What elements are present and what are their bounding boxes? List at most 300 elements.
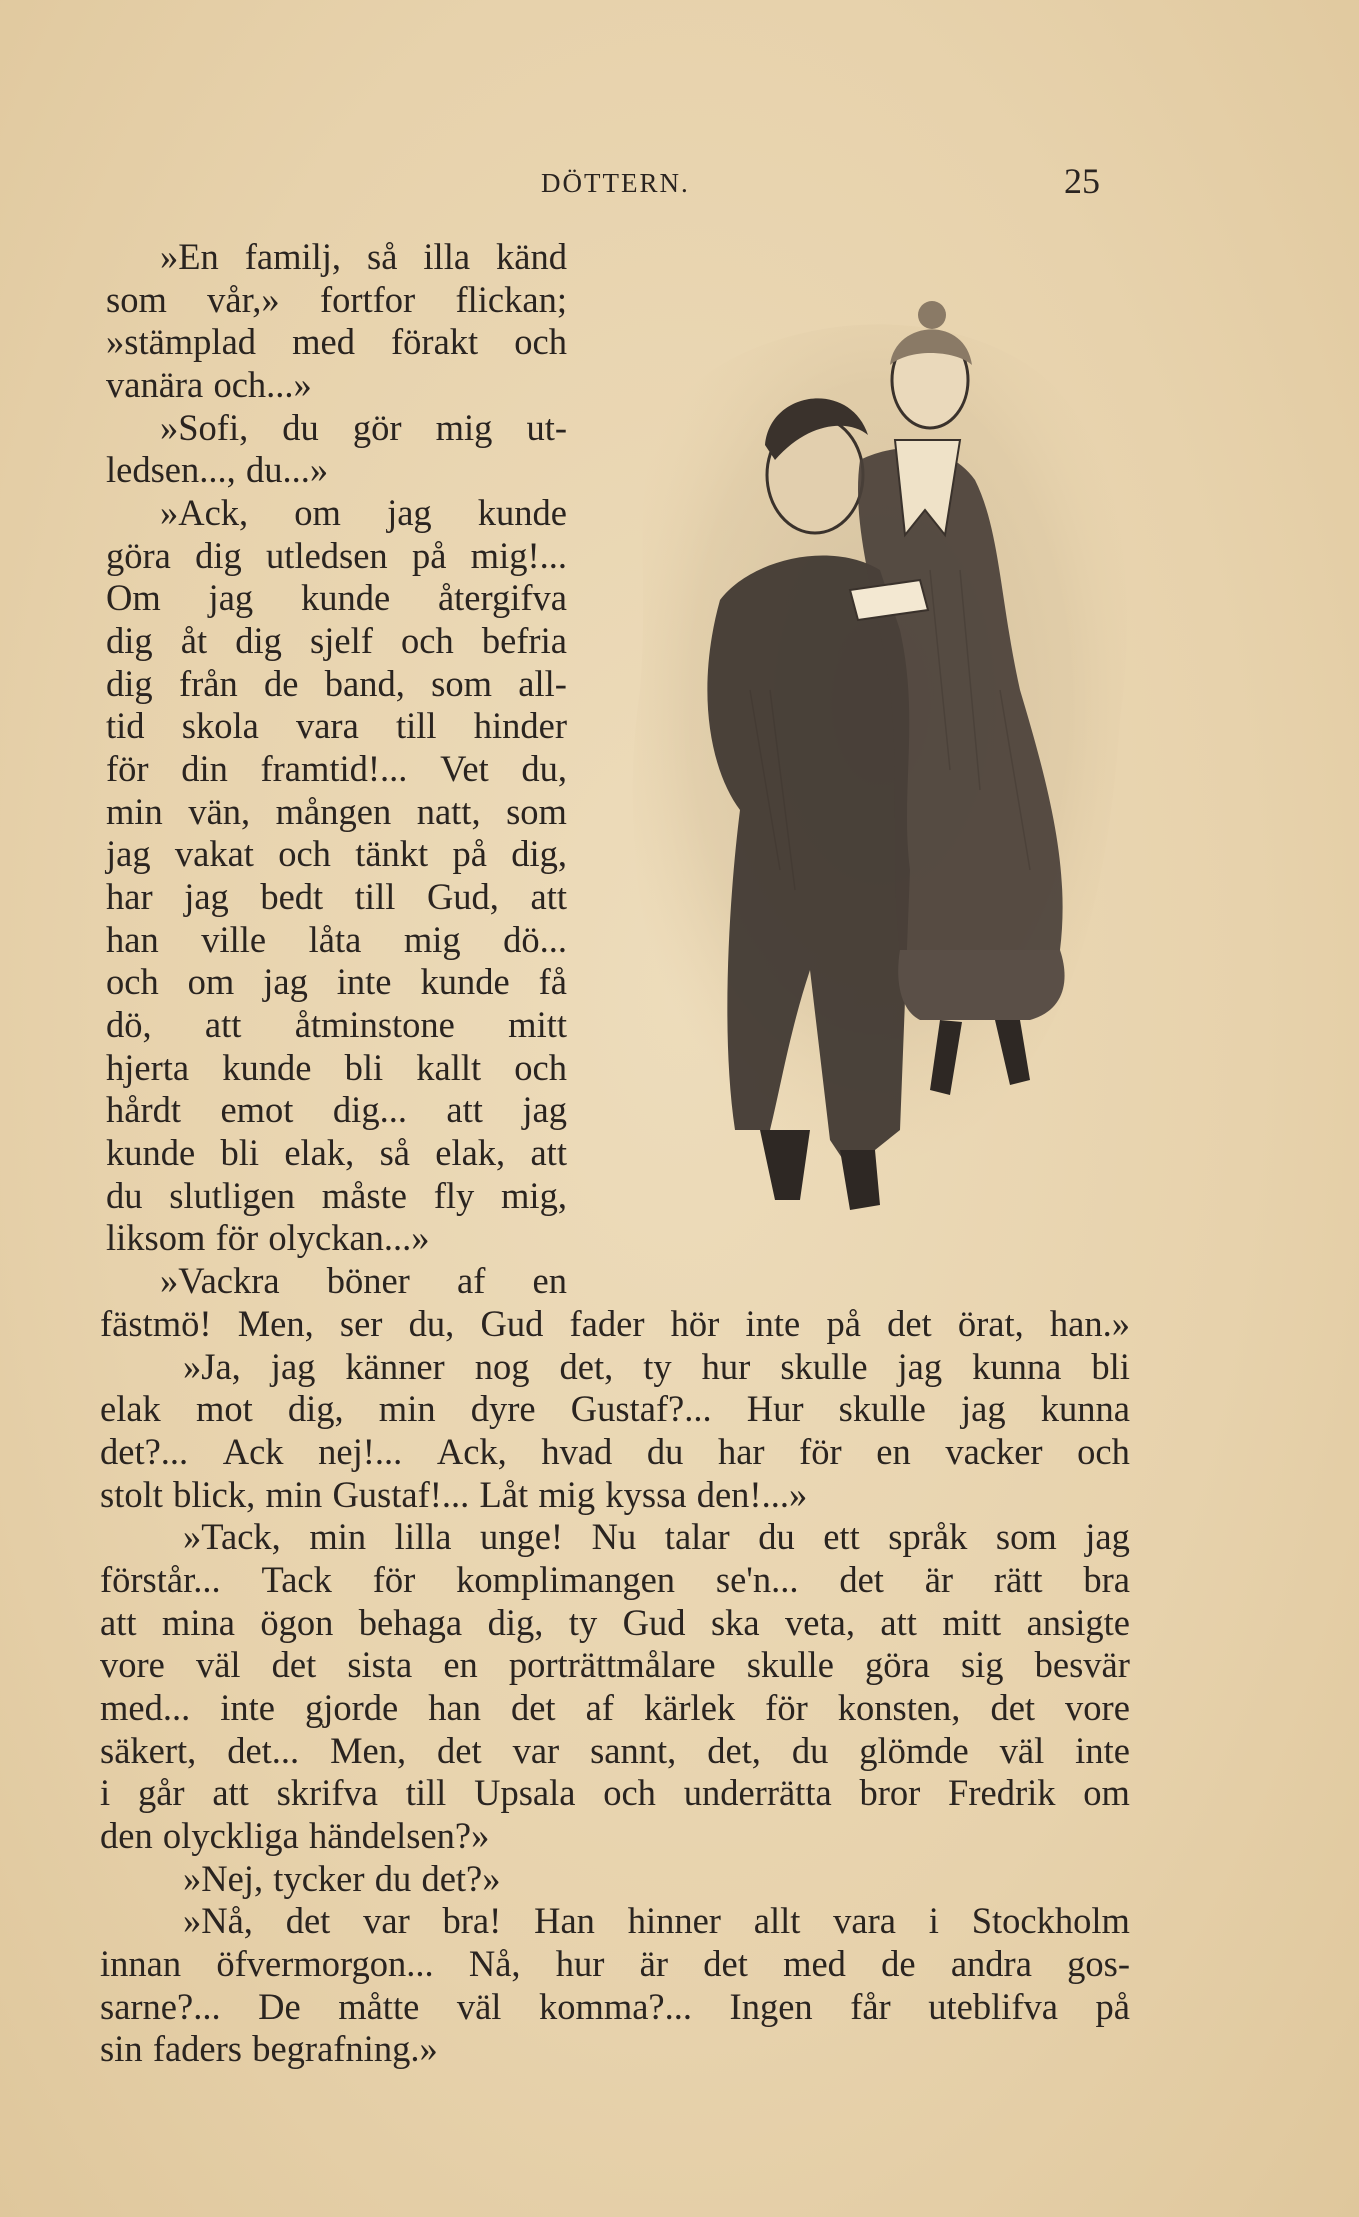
word: vara (833, 1900, 896, 1941)
word: väl (195, 1644, 241, 1685)
word: »Nå, (183, 1900, 253, 1941)
word: kunde (477, 492, 567, 533)
word: bli (220, 1132, 260, 1173)
word: Hur (746, 1388, 804, 1429)
word: väl (456, 1986, 502, 2027)
word: dig, (487, 1602, 544, 1643)
word: familj, (244, 236, 342, 277)
word: »Vackra (160, 1260, 280, 1301)
word: är (924, 1559, 954, 1600)
text-line (100, 1815, 1130, 1857)
word: återgifva (437, 577, 567, 618)
word: en (876, 1431, 911, 1472)
word: min (265, 1474, 323, 1515)
word: väl (999, 1730, 1045, 1771)
word: låta (308, 919, 362, 960)
word: Ingen (729, 1986, 813, 2027)
word: Om (106, 577, 161, 618)
text-line (183, 1900, 1130, 1942)
word: kunde (420, 961, 510, 1002)
word: det (285, 1900, 331, 1941)
word: faders (152, 2028, 242, 2069)
word: ögon (260, 1602, 334, 1643)
word: om (187, 961, 235, 1002)
word: det?» (421, 1858, 501, 1899)
word: vara (295, 705, 359, 746)
word: dig (235, 620, 282, 661)
word: till (354, 876, 396, 917)
word: går (137, 1772, 185, 1813)
word: att (880, 1602, 917, 1643)
word: fader (569, 1303, 645, 1344)
word: fortfor (319, 279, 416, 320)
word: dig, (287, 1388, 344, 1429)
word: porträttmålare (508, 1644, 716, 1685)
text-line (106, 620, 567, 662)
text-line (160, 407, 567, 449)
text-line (106, 364, 567, 406)
word: ett (823, 1516, 860, 1557)
word: säkert, (100, 1730, 197, 1771)
word: göra (106, 535, 171, 576)
word: är (639, 1943, 669, 1984)
word: på (411, 535, 447, 576)
word: gjorde (304, 1687, 399, 1728)
word: Fredrik (948, 1772, 1056, 1813)
word: mitt (508, 1004, 567, 1045)
word: hinder (473, 705, 567, 746)
text-line (106, 1217, 567, 1259)
word: jag (897, 1346, 943, 1387)
word: du (646, 1431, 684, 1472)
word: liksom (106, 1217, 206, 1258)
word: skulle (746, 1644, 834, 1685)
word: glömde (859, 1730, 969, 1771)
word: språk (888, 1516, 968, 1557)
word: min (309, 1516, 367, 1557)
word: illa (423, 236, 471, 277)
word: att (530, 1132, 567, 1173)
word: dig, (511, 833, 567, 874)
word: det (990, 1687, 1036, 1728)
text-line (100, 1943, 1130, 1985)
word: hårdt (106, 1089, 181, 1130)
word: sin (100, 2028, 143, 2069)
word: det (437, 1730, 482, 1771)
word: kunde (222, 1047, 312, 1088)
word: och (514, 321, 567, 362)
word: det, (559, 1346, 614, 1387)
word: skrifva (276, 1772, 378, 1813)
word: Låt (479, 1474, 529, 1515)
word: till (395, 705, 437, 746)
word: kunde (300, 577, 391, 618)
word: elak, (284, 1132, 355, 1173)
word: med (292, 321, 355, 362)
word: kunde (106, 1132, 196, 1173)
text-line (106, 748, 567, 790)
word: jag (1085, 1516, 1130, 1557)
word: talar (664, 1516, 730, 1557)
word: du...» (245, 449, 329, 490)
word: flickan; (455, 279, 567, 320)
word: skulle (780, 1346, 868, 1387)
word: och (603, 1772, 656, 1813)
word: hör (670, 1303, 720, 1344)
word: örat, (957, 1303, 1024, 1344)
text-line (106, 919, 567, 961)
word: skulle (838, 1388, 926, 1429)
word: för (106, 748, 149, 789)
word: ty (643, 1346, 672, 1387)
word: besvär (1034, 1644, 1130, 1685)
word: emot (220, 1089, 294, 1130)
word: få (538, 961, 567, 1002)
word: sarne?... (100, 1986, 221, 2027)
text-line (106, 833, 567, 875)
word: inte (1075, 1730, 1130, 1771)
word: bli (1091, 1346, 1130, 1387)
word: Gustaf!... (332, 1474, 470, 1515)
word: min (106, 791, 163, 832)
word: var (512, 1730, 560, 1771)
word: vore (100, 1644, 165, 1685)
word: det (510, 1687, 556, 1728)
word: Upsala (474, 1772, 576, 1813)
word: dig (106, 663, 153, 704)
text-line (100, 1388, 1130, 1430)
text-line (106, 1089, 567, 1131)
word: att (212, 1772, 249, 1813)
word: böner (326, 1260, 410, 1301)
word: vanära (106, 364, 204, 405)
word: du (374, 1858, 412, 1899)
word: ty (568, 1602, 598, 1643)
word: som (431, 663, 492, 704)
word: hur (701, 1346, 751, 1387)
word: hur (555, 1943, 605, 1984)
word: se'n... (715, 1559, 799, 1600)
word: ut- (526, 407, 567, 448)
word: gör (352, 407, 402, 448)
word: du (282, 407, 319, 448)
text-line (100, 1602, 1130, 1644)
word: det (271, 1644, 317, 1685)
word: för (765, 1687, 808, 1728)
word: han (428, 1687, 481, 1728)
text-line (160, 236, 567, 278)
word: känner (345, 1346, 445, 1387)
word: Stockholm (971, 1900, 1130, 1941)
text-line (106, 791, 567, 833)
word: Gud, (426, 876, 499, 917)
text-line (183, 1516, 1130, 1558)
word: måtte (338, 1986, 420, 2027)
word: gos- (1067, 1943, 1130, 1984)
word: hjerta (106, 1047, 190, 1088)
word: som (995, 1516, 1057, 1557)
word: kärlek (643, 1687, 736, 1728)
word: unge! (479, 1516, 564, 1557)
text-line (106, 1175, 567, 1217)
word: de (881, 1943, 916, 1984)
word: utledsen (266, 535, 388, 576)
word: om (294, 492, 341, 533)
word: Nå, (468, 1943, 521, 1984)
word: veta, (785, 1602, 855, 1643)
word: begrafning.» (252, 2028, 438, 2069)
word: det... (227, 1730, 300, 1771)
word: sjelf (310, 620, 373, 661)
word: ser (339, 1303, 383, 1344)
text-line (106, 663, 567, 705)
word: Gustaf?... (570, 1388, 712, 1429)
word: att (446, 1089, 483, 1130)
word: tid (106, 705, 145, 746)
word: »Ja, (183, 1346, 241, 1387)
word: Ack, (436, 1431, 507, 1472)
word: du (758, 1516, 795, 1557)
word: hvad (541, 1431, 613, 1472)
word: du (106, 1175, 143, 1216)
word: nej!... (318, 1431, 403, 1472)
word: och (278, 833, 331, 874)
word: olyckliga (162, 1815, 299, 1856)
word: rätt (993, 1559, 1043, 1600)
word: stolt (100, 1474, 163, 1515)
word: jag (184, 876, 229, 917)
text-line (106, 961, 567, 1003)
word: för (372, 1559, 416, 1600)
word: »Nej, (183, 1858, 264, 1899)
word: känd (496, 236, 567, 277)
text-line (106, 1132, 567, 1174)
word: och (106, 961, 159, 1002)
word: förstår... (100, 1559, 221, 1600)
word: Gud (480, 1303, 544, 1344)
word: fästmö! (100, 1303, 212, 1344)
word: att (530, 876, 567, 917)
word: den (100, 1815, 153, 1856)
illustration-couple (600, 270, 1160, 1230)
word: han (106, 919, 159, 960)
word: dig (106, 620, 153, 661)
word: har (717, 1431, 765, 1472)
word: komplimangen (456, 1559, 676, 1600)
word: som (506, 791, 567, 832)
word: jag (270, 1346, 316, 1387)
word: dyre (470, 1388, 536, 1429)
text-line (106, 535, 567, 577)
text-line (100, 2028, 1130, 2070)
word: bror (859, 1772, 921, 1813)
text-line (100, 1644, 1130, 1686)
word: »En (160, 236, 219, 277)
word: skola (181, 705, 259, 746)
word: elak, (435, 1132, 506, 1173)
word: Vet (440, 748, 489, 789)
word: öfvermorgon... (216, 1943, 434, 1984)
word: allt (753, 1900, 801, 1941)
word: kyssa (605, 1474, 687, 1515)
text-line (160, 1260, 567, 1302)
word: bra! (442, 1900, 502, 1941)
word: Nu (591, 1516, 637, 1557)
word: jag (522, 1089, 567, 1130)
word: får (850, 1986, 891, 2027)
text-line (100, 1730, 1130, 1772)
word: »stämplad (106, 321, 257, 362)
word: inte (220, 1687, 275, 1728)
word: har (106, 876, 153, 917)
word: vakat (174, 833, 254, 874)
word: förakt (391, 321, 479, 362)
word: jag (387, 492, 432, 533)
word: Han (534, 1900, 595, 1941)
word: mot (195, 1388, 253, 1429)
text-line (100, 1303, 1130, 1345)
word: en (443, 1644, 478, 1685)
word: mitt (942, 1602, 1002, 1643)
word: sig (960, 1644, 1004, 1685)
text-line (183, 1346, 1130, 1388)
word: i (928, 1900, 939, 1941)
running-head: DÖTTERN. (541, 168, 690, 198)
text-line (106, 705, 567, 747)
word: slutligen (169, 1175, 295, 1216)
page-number: 25 (1064, 161, 1100, 201)
word: för (799, 1431, 842, 1472)
word: kallt (416, 1047, 482, 1088)
word: jag (208, 577, 254, 618)
text-line (106, 577, 567, 619)
word: Ack (222, 1431, 284, 1472)
word: han.» (1049, 1303, 1130, 1344)
word: inte (745, 1303, 801, 1344)
word: mig, (501, 1175, 567, 1216)
word: måste (321, 1175, 407, 1216)
word: göra (864, 1644, 930, 1685)
word: ansigte (1026, 1602, 1130, 1643)
word: fly (433, 1175, 475, 1216)
text-line (106, 876, 567, 918)
word: »Tack, (183, 1516, 281, 1557)
word: och (401, 620, 454, 661)
word: dig (195, 535, 242, 576)
word: händelsen?» (308, 1815, 490, 1856)
word: Men, (330, 1730, 407, 1771)
word: band, (324, 663, 405, 704)
word: konsten, (837, 1687, 961, 1728)
word: De (258, 1986, 301, 2027)
word: Tack (261, 1559, 332, 1600)
word: till (405, 1772, 447, 1813)
word: på (452, 833, 487, 874)
text-line (100, 1559, 1130, 1601)
word: så (379, 1132, 410, 1173)
word: »Ack, (160, 492, 249, 533)
word: åt (180, 620, 208, 661)
word: för (215, 1217, 259, 1258)
text-line (100, 1687, 1130, 1729)
text-line (106, 321, 567, 363)
word: det (839, 1559, 884, 1600)
word: lilla (394, 1516, 452, 1557)
word: Men, (237, 1303, 314, 1344)
word: af (585, 1687, 614, 1728)
word: behaga (358, 1602, 463, 1643)
word: det, (707, 1730, 761, 1771)
word: inte (336, 961, 392, 1002)
word: din (181, 748, 228, 789)
word: jag (263, 961, 308, 1002)
word: mina (161, 1602, 235, 1643)
word: all- (518, 663, 567, 704)
word: dig... (332, 1089, 407, 1130)
word: åtminstone (294, 1004, 455, 1045)
word: och (514, 1047, 567, 1088)
word: var (363, 1900, 410, 1941)
text-line (100, 1772, 1130, 1814)
word: att (100, 1602, 137, 1643)
word: du, (408, 1303, 455, 1344)
word: den!...» (696, 1474, 808, 1515)
word: vore (1065, 1687, 1130, 1728)
word: ledsen..., (106, 449, 236, 490)
word: uteblifva (928, 1986, 1058, 2027)
word: mig (403, 919, 461, 960)
word: olyckan...» (268, 1217, 430, 1258)
word: kunna (1040, 1388, 1130, 1429)
word: med (783, 1943, 846, 1984)
word: vacker (945, 1431, 1043, 1472)
word: dö... (503, 919, 567, 960)
word: bli (344, 1047, 384, 1088)
word: i (100, 1772, 111, 1813)
word: du (791, 1730, 829, 1771)
word: mig!... (470, 535, 567, 576)
word: så (367, 236, 398, 277)
text-line (106, 1047, 567, 1089)
text-line (106, 279, 567, 321)
word: dö, (106, 1004, 152, 1045)
text-line (160, 492, 567, 534)
word: mig (435, 407, 493, 448)
word: och (1077, 1431, 1130, 1472)
word: befria (481, 620, 567, 661)
word: det (887, 1303, 932, 1344)
word: sista (347, 1644, 413, 1685)
word: och...» (213, 364, 312, 405)
word: på (1095, 1986, 1130, 2027)
word: ska (710, 1602, 760, 1643)
word: från (178, 663, 238, 704)
word: du, (521, 748, 567, 789)
word: tänkt (355, 833, 429, 874)
word: hinner (627, 1900, 721, 1941)
word: vår,» (207, 279, 280, 320)
word: kunna (972, 1346, 1062, 1387)
word: tycker (273, 1858, 365, 1899)
word: om (1083, 1772, 1130, 1813)
word: bra (1083, 1559, 1130, 1600)
word: mig (538, 1474, 596, 1515)
text-line (100, 1986, 1130, 2028)
word: framtid!... (260, 748, 408, 789)
word: min (378, 1388, 436, 1429)
word: vän, (188, 791, 251, 832)
text-line (183, 1858, 1130, 1900)
